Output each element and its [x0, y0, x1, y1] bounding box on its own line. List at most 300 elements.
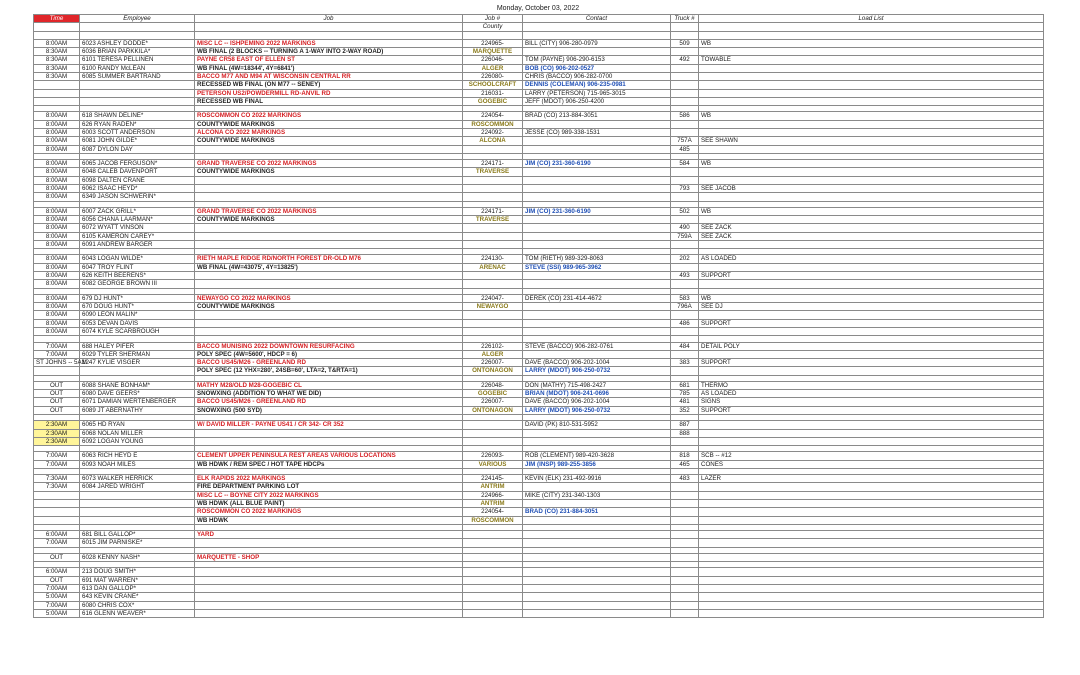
employee-cell: 670 DOUG HUNT*: [80, 303, 195, 311]
schedule-table: [33, 14, 1044, 618]
load-list-cell: [699, 568, 1044, 576]
job-cell: BACCO US45/M26 - GREENLAND RD: [195, 398, 463, 406]
time-cell: 8:00AM: [34, 129, 80, 137]
truck-cell: 887: [671, 421, 699, 429]
contact-cell: [523, 120, 671, 128]
table-row: [34, 350, 1044, 358]
truck-cell: [671, 280, 699, 288]
job-number-cell: GOGEBIC: [463, 97, 523, 105]
time-cell: 6:00AM: [34, 568, 80, 576]
table-row: [34, 609, 1044, 617]
load-list-cell: [699, 263, 1044, 271]
time-cell: [34, 81, 80, 89]
contact-cell: BRAD (CO) 231-884-3051: [523, 508, 671, 516]
contact-cell: BOB (CO) 906-202-0527: [523, 64, 671, 72]
job-cell: BACCO MUNISING 2022 DOWNTOWN RESURFACING: [195, 342, 463, 350]
employee-cell: 6068 NOLAN MILLER: [80, 429, 195, 437]
job-number-cell: 226102-: [463, 342, 523, 350]
truck-header: Truck #: [671, 15, 699, 23]
table-row: [34, 294, 1044, 302]
contact-cell: JESSE (CO) 989-338-1531: [523, 129, 671, 137]
employee-cell: 6080 CHRIS COX*: [80, 601, 195, 609]
job-number-header: Job #: [463, 15, 523, 23]
load-list-cell: [699, 48, 1044, 56]
time-cell: 8:30AM: [34, 73, 80, 81]
contact-cell: CHRIS (BACCO) 906-282-0700: [523, 73, 671, 81]
table-row: [34, 584, 1044, 592]
truck-cell: 202: [671, 255, 699, 263]
time-cell: 8:00AM: [34, 280, 80, 288]
job-number-cell: 224965-: [463, 39, 523, 47]
job-number-cell: ANTRIM: [463, 483, 523, 491]
employee-cell: 618 SHAWN DELINE*: [80, 112, 195, 120]
truck-cell: 490: [671, 224, 699, 232]
employee-cell: 613 DAN GALLOP*: [80, 584, 195, 592]
load-list-cell: SEE ZACK: [699, 224, 1044, 232]
contact-cell: [523, 350, 671, 358]
time-cell: 8:00AM: [34, 328, 80, 336]
contact-cell: [523, 31, 671, 39]
table-row: [34, 429, 1044, 437]
contact-cell: LARRY (MDOT) 906-250-0732: [523, 367, 671, 375]
job-number-cell: [463, 185, 523, 193]
table-row: [34, 207, 1044, 215]
job-cell: [195, 224, 463, 232]
contact-cell: [523, 145, 671, 153]
job-cell: [195, 31, 463, 39]
truck-cell: [671, 31, 699, 39]
time-cell: 8:00AM: [34, 207, 80, 215]
job-cell: W/ DAVID MILLER - PAYNE US41 / CR 342- CR 352: [195, 421, 463, 429]
load-list-cell: [699, 193, 1044, 201]
job-number-cell: TRAVERSE: [463, 216, 523, 224]
load-list-cell: [699, 421, 1044, 429]
load-list-cell: [699, 500, 1044, 508]
time-cell: 8:30AM: [34, 48, 80, 56]
time-cell: OUT: [34, 381, 80, 389]
load-list-cell: [699, 483, 1044, 491]
job-cell: COUNTYWIDE MARKINGS: [195, 120, 463, 128]
load-list-cell: CONES: [699, 460, 1044, 468]
job-number-cell: 224054-: [463, 112, 523, 120]
employee-cell: [80, 491, 195, 499]
load-list-cell: [699, 508, 1044, 516]
table-row: [34, 216, 1044, 224]
contact-cell: [523, 516, 671, 524]
employee-cell: 6007 ZACK GRILL*: [80, 207, 195, 215]
load-list-cell: SEE JACOB: [699, 185, 1044, 193]
job-cell: ALCONA CO 2022 MARKINGS: [195, 129, 463, 137]
table-row: [34, 367, 1044, 375]
truck-cell: 793: [671, 185, 699, 193]
table-row: [34, 452, 1044, 460]
employee-cell: 6087 DYLON DAY: [80, 145, 195, 153]
header-row: [34, 15, 1044, 23]
truck-cell: [671, 129, 699, 137]
contact-cell: [523, 232, 671, 240]
truck-cell: 818: [671, 452, 699, 460]
job-number-cell: [463, 319, 523, 327]
truck-cell: 888: [671, 429, 699, 437]
table-row: [34, 48, 1044, 56]
time-cell: [34, 367, 80, 375]
employee-cell: 6048 CALEB DAVENPORT: [80, 168, 195, 176]
employee-cell: [80, 508, 195, 516]
job-number-cell: 226007-: [463, 359, 523, 367]
job-cell: [195, 272, 463, 280]
load-list-cell: [699, 553, 1044, 561]
table-row: [34, 129, 1044, 137]
truck-cell: 796A: [671, 303, 699, 311]
time-cell: 7:30AM: [34, 483, 80, 491]
job-cell: [195, 576, 463, 584]
load-list-cell: [699, 491, 1044, 499]
job-cell: NEWAYGO CO 2022 MARKINGS: [195, 294, 463, 302]
time-cell: 7:00AM: [34, 452, 80, 460]
truck-cell: [671, 48, 699, 56]
truck-cell: 483: [671, 475, 699, 483]
job-cell: [195, 319, 463, 327]
time-cell: 8:00AM: [34, 303, 80, 311]
load-list-cell: [699, 168, 1044, 176]
table-row: [34, 328, 1044, 336]
employee-cell: 6036 BRIAN PARKKILA*: [80, 48, 195, 56]
table-row: [34, 168, 1044, 176]
employee-cell: 626 KEITH BEERENS*: [80, 272, 195, 280]
contact-cell: BRIAN (MDOT) 906-241-0696: [523, 390, 671, 398]
time-cell: 8:00AM: [34, 176, 80, 184]
load-list-cell: [699, 311, 1044, 319]
truck-cell: [671, 584, 699, 592]
time-cell: 8:00AM: [34, 232, 80, 240]
job-cell: POLY SPEC (12 YHX=280', 24SB=60', LTA=2, T&RTA=1): [195, 367, 463, 375]
load-list-cell: [699, 81, 1044, 89]
time-cell: 8:00AM: [34, 224, 80, 232]
job-cell: [195, 593, 463, 601]
time-cell: 8:00AM: [34, 319, 80, 327]
job-number-cell: 224966-: [463, 491, 523, 499]
job-number-cell: [463, 539, 523, 547]
employee-cell: 6029 TYLER SHERMAN: [80, 350, 195, 358]
load-list-cell: AS LOADED: [699, 390, 1044, 398]
contact-cell: [523, 193, 671, 201]
time-cell: 7:00AM: [34, 601, 80, 609]
job-cell: WB FINAL (4W=18344', 4Y=6841'): [195, 64, 463, 72]
table-row: [34, 255, 1044, 263]
employee-cell: 6023 ASHLEY DODDE*: [80, 39, 195, 47]
contact-cell: TOM (RIETH) 989-329-8063: [523, 255, 671, 263]
truck-cell: 584: [671, 160, 699, 168]
time-cell: 8:00AM: [34, 311, 80, 319]
load-list-cell: DETAIL POLY: [699, 342, 1044, 350]
job-number-cell: NEWAYGO: [463, 303, 523, 311]
table-row: [34, 460, 1044, 468]
table-row: [34, 568, 1044, 576]
employee-cell: [80, 500, 195, 508]
load-list-cell: [699, 437, 1044, 445]
table-row: [34, 483, 1044, 491]
contact-cell: [523, 185, 671, 193]
employee-cell: [80, 516, 195, 524]
employee-cell: 6085 SUMMER BARTRAND: [80, 73, 195, 81]
time-cell: 8:00AM: [34, 272, 80, 280]
contact-cell: [523, 168, 671, 176]
table-row: [34, 593, 1044, 601]
truck-cell: [671, 89, 699, 97]
contact-cell: ROB (CLEMENT) 989-420-3628: [523, 452, 671, 460]
job-cell: YARD: [195, 531, 463, 539]
job-number-cell: [463, 421, 523, 429]
time-cell: OUT: [34, 398, 80, 406]
job-cell: ROSCOMMON CO 2022 MARKINGS: [195, 508, 463, 516]
load-list-cell: SCB -- #12: [699, 452, 1044, 460]
truck-cell: 493: [671, 272, 699, 280]
contact-cell: [523, 437, 671, 445]
truck-cell: [671, 593, 699, 601]
job-cell: COUNTYWIDE MARKINGS: [195, 216, 463, 224]
time-cell: 7:00AM: [34, 460, 80, 468]
contact-cell: [523, 429, 671, 437]
contact-cell: [523, 553, 671, 561]
load-list-cell: [699, 350, 1044, 358]
load-list-cell: [699, 593, 1044, 601]
load-list-cell: [699, 31, 1044, 39]
time-cell: 8:00AM: [34, 112, 80, 120]
employee-cell: 6082 GEORGE BROWN III: [80, 280, 195, 288]
job-number-cell: [463, 311, 523, 319]
table-row: [34, 437, 1044, 445]
table-row: [34, 176, 1044, 184]
contact-cell: [523, 593, 671, 601]
truck-cell: [671, 64, 699, 72]
truck-cell: 481: [671, 398, 699, 406]
table-row: [34, 576, 1044, 584]
contact-cell: [523, 328, 671, 336]
contact-cell: [523, 609, 671, 617]
contact-cell: DAVE (BACCO) 906-202-1004: [523, 398, 671, 406]
truck-cell: [671, 216, 699, 224]
time-cell: OUT: [34, 576, 80, 584]
truck-cell: [671, 240, 699, 248]
table-row: [34, 160, 1044, 168]
time-cell: 8:30AM: [34, 56, 80, 64]
truck-cell: 383: [671, 359, 699, 367]
time-cell: 8:00AM: [34, 263, 80, 271]
load-list-cell: [699, 328, 1044, 336]
load-list-cell: SEE ZACK: [699, 232, 1044, 240]
job-cell: PAYNE CR58 EAST OF ELLEN ST: [195, 56, 463, 64]
job-cell: BACCO US45/M26 - GREENLAND RD: [195, 359, 463, 367]
time-cell: 8:00AM: [34, 216, 80, 224]
job-number-cell: ONTONAGON: [463, 367, 523, 375]
contact-cell: [523, 48, 671, 56]
table-row: [34, 185, 1044, 193]
truck-cell: [671, 491, 699, 499]
truck-cell: [671, 176, 699, 184]
time-cell: 8:00AM: [34, 193, 80, 201]
truck-cell: 492: [671, 56, 699, 64]
truck-cell: [671, 120, 699, 128]
contact-cell: DON (MATHY) 715-498-2427: [523, 381, 671, 389]
employee-cell: 6349 JASON SCHWERIN*: [80, 193, 195, 201]
job-cell: ELK RAPIDS 2022 MARKINGS: [195, 475, 463, 483]
job-cell: WB FINAL (4W=43075', 4Y=13825'): [195, 263, 463, 271]
table-row: [34, 491, 1044, 499]
load-list-cell: WB: [699, 294, 1044, 302]
load-list-cell: [699, 367, 1044, 375]
employee-cell: 626 RYAN RADEN*: [80, 120, 195, 128]
contact-cell: MIKE (CITY) 231-340-1303: [523, 491, 671, 499]
contact-cell: DAVE (BACCO) 906-202-1004: [523, 359, 671, 367]
contact-cell: TOM (PAYNE) 906-290-6153: [523, 56, 671, 64]
load-list-cell: [699, 97, 1044, 105]
job-number-cell: [463, 176, 523, 184]
time-cell: [34, 31, 80, 39]
time-cell: 7:00AM: [34, 350, 80, 358]
table-row: [34, 31, 1044, 39]
table-row: [34, 145, 1044, 153]
time-cell: [34, 500, 80, 508]
contact-cell: LARRY (PETERSON) 715-965-3015: [523, 89, 671, 97]
employee-cell: 6080 DAVE GEERS*: [80, 390, 195, 398]
time-cell: 7:00AM: [34, 584, 80, 592]
contact-cell: [523, 272, 671, 280]
job-cell: [195, 311, 463, 319]
job-number-cell: [463, 531, 523, 539]
job-number-cell: ROSCOMMON: [463, 120, 523, 128]
time-cell: OUT: [34, 390, 80, 398]
job-cell: GRAND TRAVERSE CO 2022 MARKINGS: [195, 207, 463, 215]
employee-cell: 6053 DEVAN DAVIS: [80, 319, 195, 327]
table-row: [34, 56, 1044, 64]
time-cell: [34, 491, 80, 499]
employee-cell: 6084 JARED WRIGHT: [80, 483, 195, 491]
table-row: [34, 531, 1044, 539]
employee-cell: 6100 RANDY McLEAN: [80, 64, 195, 72]
job-number-cell: 226007-: [463, 398, 523, 406]
time-cell: 8:00AM: [34, 294, 80, 302]
time-cell: [34, 89, 80, 97]
job-number-cell: TRAVERSE: [463, 168, 523, 176]
load-list-cell: SUPPORT: [699, 359, 1044, 367]
time-cell: 8:00AM: [34, 168, 80, 176]
time-cell: [34, 97, 80, 105]
time-cell: 2:30AM: [34, 421, 80, 429]
job-cell: WB HDWK (ALL BLUE PAINT): [195, 500, 463, 508]
truck-cell: 485: [671, 145, 699, 153]
truck-cell: 509: [671, 39, 699, 47]
truck-cell: [671, 97, 699, 105]
load-list-cell: TOWABLE: [699, 56, 1044, 64]
job-cell: [195, 568, 463, 576]
employee-cell: 6098 DALTEN CRANE: [80, 176, 195, 184]
truck-cell: [671, 483, 699, 491]
contact-cell: [523, 576, 671, 584]
employee-cell: 679 DJ HUNT*: [80, 294, 195, 302]
job-number-cell: [463, 280, 523, 288]
load-list-cell: [699, 516, 1044, 524]
load-list-cell: SIGNS: [699, 398, 1044, 406]
time-cell: 7:00AM: [34, 539, 80, 547]
job-cell: [195, 429, 463, 437]
contact-cell: [523, 224, 671, 232]
job-number-cell: [463, 576, 523, 584]
truck-cell: 583: [671, 294, 699, 302]
job-cell: [195, 145, 463, 153]
truck-cell: 586: [671, 112, 699, 120]
truck-cell: [671, 601, 699, 609]
job-cell: SNOWXING (500 SYD): [195, 406, 463, 414]
contact-cell: JIM (CO) 231-360-6190: [523, 207, 671, 215]
table-row: [34, 319, 1044, 327]
job-cell: FIRE DEPARTMENT PARKING LOT: [195, 483, 463, 491]
job-number-cell: ALGER: [463, 350, 523, 358]
load-list-cell: WB: [699, 160, 1044, 168]
job-cell: CLEMENT UPPER PENINSULA REST AREAS VARIOUS LOCATIONS: [195, 452, 463, 460]
job-number-cell: 226093-: [463, 452, 523, 460]
contact-cell: [523, 584, 671, 592]
time-cell: [34, 516, 80, 524]
time-header: Time: [34, 15, 80, 23]
time-cell: 8:00AM: [34, 145, 80, 153]
contact-cell: BILL (CITY) 906-280-0979: [523, 39, 671, 47]
time-cell: 8:30AM: [34, 64, 80, 72]
truck-cell: [671, 81, 699, 89]
job-number-cell: [463, 584, 523, 592]
table-row: [34, 381, 1044, 389]
truck-cell: [671, 263, 699, 271]
job-cell: [195, 584, 463, 592]
employee-cell: [80, 97, 195, 105]
employee-cell: 6088 SHANE BONHAM*: [80, 381, 195, 389]
load-list-cell: [699, 280, 1044, 288]
load-list-cell: SUPPORT: [699, 406, 1044, 414]
employee-cell: 6043 LOGAN WILDE*: [80, 255, 195, 263]
job-cell: [195, 240, 463, 248]
job-number-cell: GOGEBIC: [463, 390, 523, 398]
job-cell: [195, 539, 463, 547]
page-title: Monday, October 03, 2022: [496, 5, 580, 12]
job-number-cell: [463, 240, 523, 248]
job-number-cell: 216031-: [463, 89, 523, 97]
job-number-cell: 224130-: [463, 255, 523, 263]
job-number-cell: [463, 601, 523, 609]
job-number-cell: ANTRIM: [463, 500, 523, 508]
table-row: [34, 500, 1044, 508]
contact-cell: [523, 531, 671, 539]
load-list-cell: [699, 539, 1044, 547]
load-list-cell: [699, 601, 1044, 609]
time-cell: [34, 508, 80, 516]
load-list-cell: [699, 120, 1044, 128]
job-cell: POLY SPEC (4W=5600', HDCP = 6): [195, 350, 463, 358]
employee-cell: 6062 ISAAC HEYD*: [80, 185, 195, 193]
employee-cell: 6093 NOAH MILES: [80, 460, 195, 468]
load-list-cell: [699, 429, 1044, 437]
employee-cell: 6089 JT ABERNATHY: [80, 406, 195, 414]
job-number-cell: [463, 609, 523, 617]
time-cell: 2:30AM: [34, 429, 80, 437]
job-cell: SNOWXING (ADDITION TO WHAT WE DID): [195, 390, 463, 398]
job-cell: RIETH MAPLE RIDGE RD/NORTH FOREST DR-OLD M76: [195, 255, 463, 263]
job-number-cell: 224054-: [463, 508, 523, 516]
table-row: [34, 508, 1044, 516]
employee-cell: 6056 CHANA LAARMAN*: [80, 216, 195, 224]
job-cell: COUNTYWIDE MARKINGS: [195, 168, 463, 176]
job-cell: WB HDWK / REM SPEC / HOT TAPE HDCPs: [195, 460, 463, 468]
employee-cell: 6015 JIM PARNISKE*: [80, 539, 195, 547]
job-number-cell: 226048-: [463, 381, 523, 389]
